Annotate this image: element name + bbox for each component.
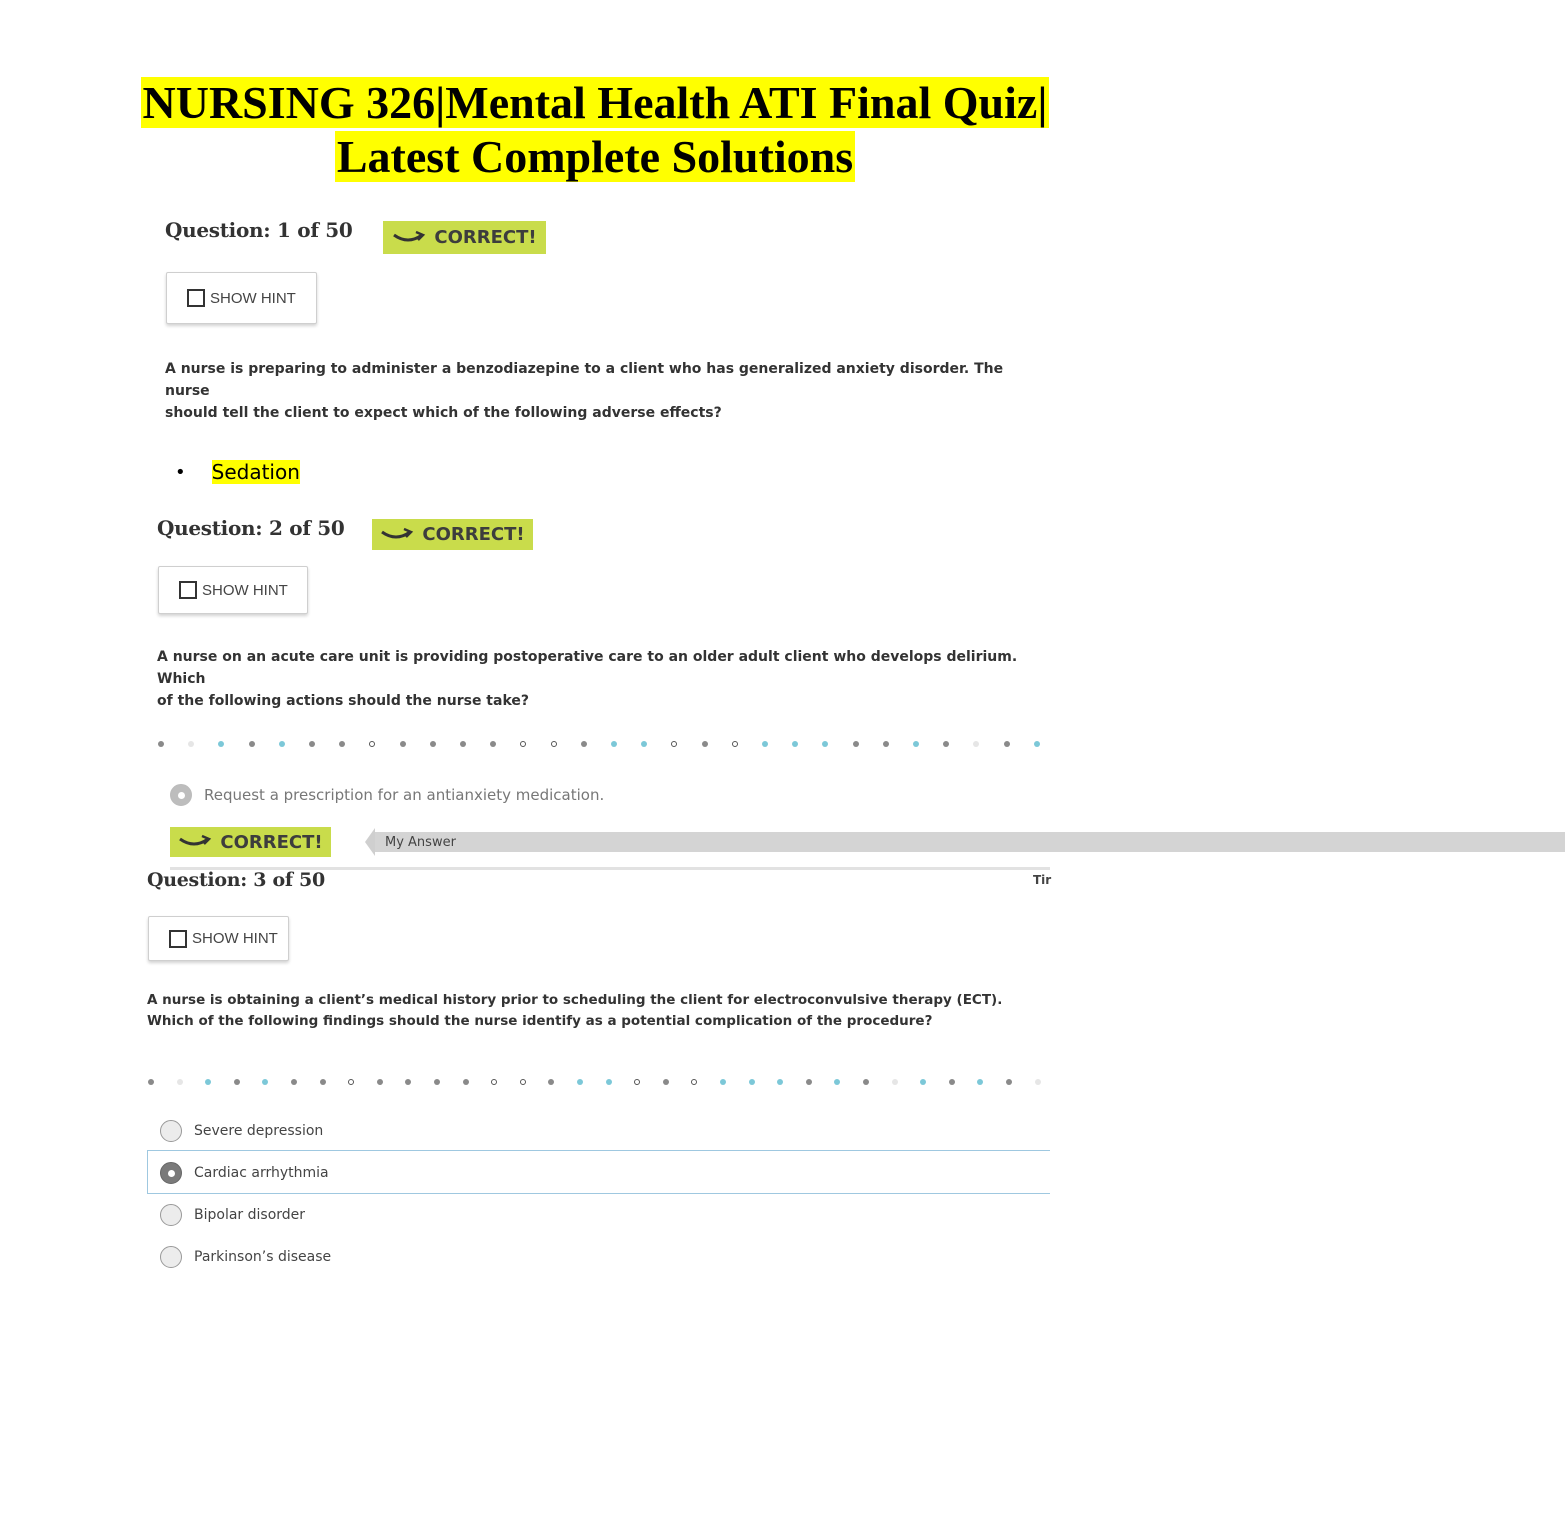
radio-icon[interactable] <box>160 1120 182 1142</box>
show-hint-label: SHOW HINT <box>210 289 296 307</box>
separator-dot <box>551 741 557 747</box>
separator-dot <box>943 741 949 747</box>
separator-dot <box>762 741 768 747</box>
separator-dot <box>883 741 889 747</box>
separator-dot <box>291 1079 297 1085</box>
separator-dot <box>377 1079 383 1085</box>
option-parkinsons-disease[interactable] <box>160 1246 331 1268</box>
question-1-text-line-2: should tell the client to expect which of the following adverse effects? <box>165 405 722 421</box>
separator-dot <box>691 1079 697 1085</box>
separator-dot <box>792 741 798 747</box>
question-2-result-badge <box>170 827 331 857</box>
separator-dot <box>822 741 828 747</box>
separator-dot <box>892 1079 898 1085</box>
option-bipolar-disorder[interactable] <box>160 1204 305 1226</box>
option-text: Cardiac arrhythmia <box>194 1165 329 1181</box>
separator-dot <box>581 741 587 747</box>
separator-dot <box>641 741 647 747</box>
separator-dot <box>671 741 677 747</box>
separator-dot <box>749 1079 755 1085</box>
separator-dot <box>463 1079 469 1085</box>
separator-dot <box>491 1079 497 1085</box>
separator-dot <box>920 1079 926 1085</box>
separator-dot <box>702 741 708 747</box>
show-hint-label: SHOW HINT <box>202 581 288 599</box>
separator-dot <box>1004 741 1010 747</box>
option-text: Parkinson’s disease <box>194 1249 332 1265</box>
separator-dot <box>520 1079 526 1085</box>
question-1-label: Question: 1 of 50 <box>165 218 353 242</box>
question-1-correct-badge <box>383 221 546 254</box>
separator-dot <box>634 1079 640 1085</box>
correct-arrow-icon <box>380 528 412 542</box>
separator-dot <box>460 741 466 747</box>
checkbox-icon <box>187 289 205 307</box>
separator-dot <box>720 1079 726 1085</box>
title-line-2: Latest Complete Solutions <box>336 131 854 182</box>
separator-dot <box>430 741 436 747</box>
question-2-correct-badge <box>372 519 533 550</box>
question-2-text-line-1: A nurse on an acute care unit is providing postoperative care to an older adult client who develops delirium. Which <box>157 649 1018 687</box>
separator-dot <box>490 741 496 747</box>
question-1-answer <box>175 460 300 484</box>
separator-dot <box>520 741 526 747</box>
separator-dot <box>973 741 979 747</box>
correct-badge-label: CORRECT! <box>422 524 525 545</box>
separator-dot <box>732 741 738 747</box>
question-2-show-hint-button[interactable] <box>158 566 308 614</box>
question-1-show-hint-button[interactable] <box>166 272 317 324</box>
correct-arrow-icon <box>178 835 210 849</box>
separator-dot <box>577 1079 583 1085</box>
separator-dot <box>806 1079 812 1085</box>
question-3-text-line-1: A nurse is obtaining a client’s medical history prior to scheduling the client for electroconvulsive therapy (ECT). <box>147 992 1003 1008</box>
separator-dot <box>863 1079 869 1085</box>
separator-dot <box>434 1079 440 1085</box>
question-1-text <box>165 358 1035 424</box>
document-title <box>0 76 1190 184</box>
question-3-text <box>147 990 1027 1032</box>
question-2-text-line-2: of the following actions should the nurse take? <box>157 693 529 709</box>
separator-dot <box>1035 1079 1041 1085</box>
separator-dot <box>309 741 315 747</box>
question-3-label: Question: 3 of 50 <box>147 869 325 891</box>
question-2-text <box>157 646 1037 712</box>
separator-dot <box>148 1079 154 1085</box>
option-text: Bipolar disorder <box>194 1207 306 1223</box>
separator-dot <box>1034 741 1040 747</box>
separator-dot <box>548 1079 554 1085</box>
separator-dot <box>177 1079 183 1085</box>
bullet: • <box>175 461 186 483</box>
title-line-1: NURSING 326|Mental Health ATI Final Quiz| <box>142 77 1048 128</box>
separator-dot <box>339 741 345 747</box>
option-severe-depression[interactable] <box>160 1120 323 1142</box>
separator-dot <box>369 741 375 747</box>
progress-dots <box>158 741 1050 753</box>
checkbox-icon <box>169 930 187 948</box>
separator-dot <box>853 741 859 747</box>
progress-dots <box>148 1079 1048 1091</box>
option-text: Request a prescription for an antianxiety medication. <box>204 786 605 804</box>
radio-icon <box>170 784 192 806</box>
radio-icon[interactable] <box>160 1246 182 1268</box>
separator-dot <box>188 741 194 747</box>
separator-dot <box>234 1079 240 1085</box>
radio-icon[interactable] <box>160 1162 182 1184</box>
separator-dot <box>663 1079 669 1085</box>
separator-dot <box>834 1079 840 1085</box>
answer-text: Sedation <box>211 460 300 484</box>
show-hint-label: SHOW HINT <box>192 930 278 947</box>
separator-dot <box>205 1079 211 1085</box>
separator-dot <box>158 741 164 747</box>
question-3-show-hint-button[interactable] <box>148 916 289 961</box>
question-2-selected-option <box>170 784 604 806</box>
correct-badge-label: CORRECT! <box>434 227 537 248</box>
radio-icon[interactable] <box>160 1204 182 1226</box>
question-3-text-line-2: Which of the following findings should the nurse identify as a potential complication of the procedure? <box>147 1013 933 1029</box>
timer-label-cut: Tir <box>1033 873 1052 887</box>
separator-dot <box>606 1079 612 1085</box>
question-2-label: Question: 2 of 50 <box>157 516 345 540</box>
separator-dot <box>218 741 224 747</box>
separator-dot <box>977 1079 983 1085</box>
my-answer-tag: My Answer <box>375 832 1565 852</box>
separator-dot <box>262 1079 268 1085</box>
checkbox-icon <box>179 581 197 599</box>
correct-arrow-icon <box>392 231 424 245</box>
separator-dot <box>1006 1079 1012 1085</box>
separator-dot <box>949 1079 955 1085</box>
correct-badge-label: CORRECT! <box>220 831 323 853</box>
separator-dot <box>320 1079 326 1085</box>
separator-dot <box>611 741 617 747</box>
separator-dot <box>777 1079 783 1085</box>
question-1-text-line-1: A nurse is preparing to administer a benzodiazepine to a client who has generalized anxiety disorder. The nurse <box>165 361 1004 399</box>
separator-dot <box>348 1079 354 1085</box>
separator-dot <box>913 741 919 747</box>
option-text: Severe depression <box>194 1123 324 1139</box>
separator-dot <box>249 741 255 747</box>
separator-dot <box>400 741 406 747</box>
option-cardiac-arrhythmia[interactable] <box>160 1162 329 1184</box>
separator-dot <box>405 1079 411 1085</box>
separator-dot <box>279 741 285 747</box>
